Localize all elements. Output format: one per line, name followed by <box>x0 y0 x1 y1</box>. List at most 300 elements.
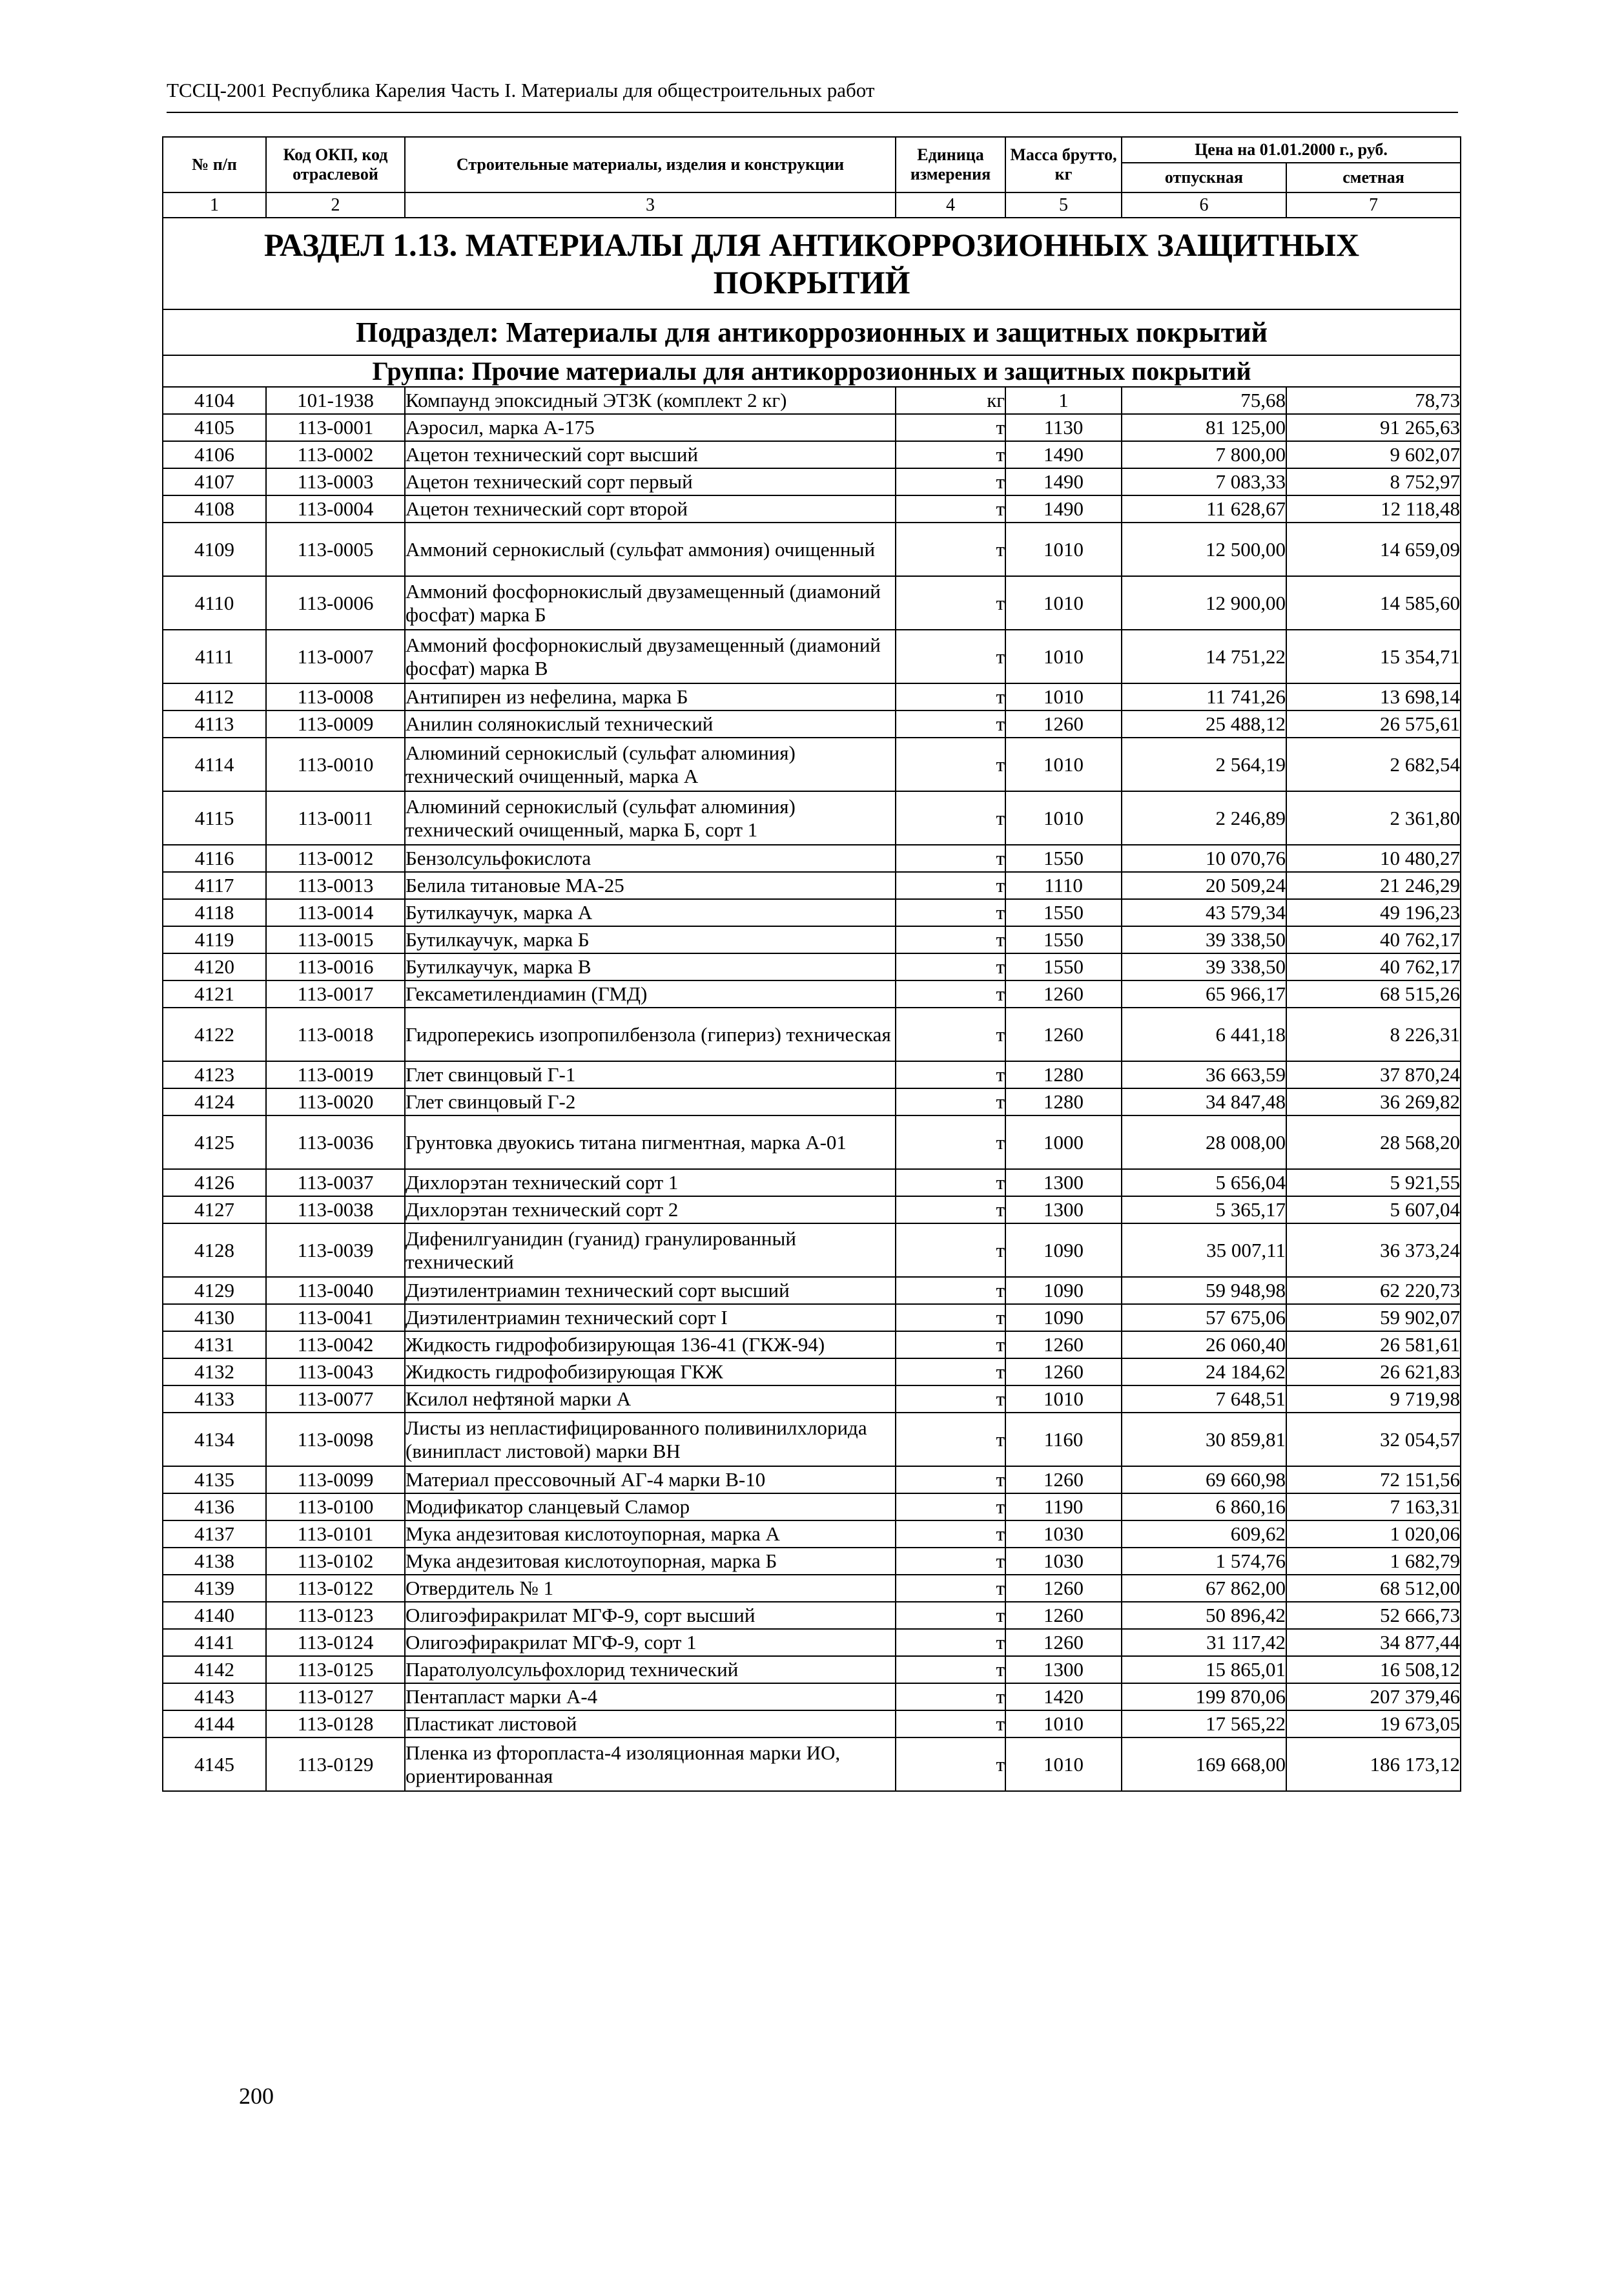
table-row <box>163 1602 1461 1629</box>
row-price-release: 169 668,00 <box>1122 1737 1286 1791</box>
table-row <box>163 1520 1461 1548</box>
row-price-estimate: 9 719,98 <box>1286 1385 1461 1413</box>
row-unit: т <box>896 1358 1005 1385</box>
row-price-release: 12 900,00 <box>1122 576 1286 630</box>
header-rule <box>167 112 1458 113</box>
table-row <box>163 387 1461 414</box>
row-mass: 1030 <box>1005 1548 1122 1575</box>
row-name: Аэросил, марка А-175 <box>405 414 896 441</box>
row-number: 4126 <box>163 1169 266 1196</box>
row-number: 4109 <box>163 523 266 576</box>
row-number: 4128 <box>163 1223 266 1277</box>
row-price-release: 1 574,76 <box>1122 1548 1286 1575</box>
row-code: 113-0043 <box>266 1358 405 1385</box>
row-name: Бутилкаучук, марка Б <box>405 926 896 953</box>
table-row <box>163 1683 1461 1710</box>
header-price-group: Цена на 01.01.2000 г., руб. <box>1122 137 1461 163</box>
table-row <box>163 1710 1461 1737</box>
row-name: Бензолсульфокислота <box>405 845 896 872</box>
table-row <box>163 791 1461 845</box>
row-code: 113-0101 <box>266 1520 405 1548</box>
row-unit: т <box>896 1331 1005 1358</box>
row-mass: 1010 <box>1005 630 1122 683</box>
row-mass: 1010 <box>1005 683 1122 710</box>
header-mass: Масса брутто, кг <box>1005 137 1122 192</box>
row-name: Жидкость гидрофобизирующая 136-41 (ГКЖ-94) <box>405 1331 896 1358</box>
column-number: 7 <box>1286 192 1461 218</box>
header-price-release: отпускная <box>1122 163 1286 192</box>
row-name: Ацетон технический сорт первый <box>405 468 896 495</box>
row-price-estimate: 36 373,24 <box>1286 1223 1461 1277</box>
table-row <box>163 1737 1461 1791</box>
row-name: Глет свинцовый Г-2 <box>405 1088 896 1115</box>
row-price-release: 2 564,19 <box>1122 738 1286 791</box>
table-row <box>163 1548 1461 1575</box>
row-name: Глет свинцовый Г-1 <box>405 1061 896 1088</box>
row-number: 4120 <box>163 953 266 980</box>
row-number: 4145 <box>163 1737 266 1791</box>
row-mass: 1300 <box>1005 1656 1122 1683</box>
row-price-release: 20 509,24 <box>1122 872 1286 899</box>
row-number: 4106 <box>163 441 266 468</box>
column-number: 3 <box>405 192 896 218</box>
row-mass: 1090 <box>1005 1304 1122 1331</box>
row-price-estimate: 2 361,80 <box>1286 791 1461 845</box>
row-name: Гексаметилендиамин (ГМД) <box>405 980 896 1008</box>
row-name: Листы из непластифицированного поливинилхлорида (винипласт листовой) марки ВН <box>405 1413 896 1466</box>
row-price-release: 67 862,00 <box>1122 1575 1286 1602</box>
row-mass: 1160 <box>1005 1413 1122 1466</box>
row-code: 113-0012 <box>266 845 405 872</box>
row-number: 4139 <box>163 1575 266 1602</box>
row-mass: 1280 <box>1005 1088 1122 1115</box>
row-unit: т <box>896 1196 1005 1223</box>
row-price-estimate: 37 870,24 <box>1286 1061 1461 1088</box>
row-mass: 1550 <box>1005 953 1122 980</box>
row-code: 113-0125 <box>266 1656 405 1683</box>
table-row <box>163 683 1461 710</box>
row-number: 4143 <box>163 1683 266 1710</box>
row-unit: т <box>896 1061 1005 1088</box>
row-price-estimate: 49 196,23 <box>1286 899 1461 926</box>
row-price-release: 7 083,33 <box>1122 468 1286 495</box>
row-code: 113-0040 <box>266 1277 405 1304</box>
table-row <box>163 1061 1461 1088</box>
header-unit: Единица измерения <box>896 137 1005 192</box>
row-price-estimate: 9 602,07 <box>1286 441 1461 468</box>
table-row <box>163 1277 1461 1304</box>
row-price-release: 34 847,48 <box>1122 1088 1286 1115</box>
row-price-release: 26 060,40 <box>1122 1331 1286 1358</box>
row-mass: 1490 <box>1005 441 1122 468</box>
row-unit: т <box>896 1115 1005 1169</box>
row-mass: 1300 <box>1005 1196 1122 1223</box>
row-unit: т <box>896 1493 1005 1520</box>
row-mass: 1260 <box>1005 1331 1122 1358</box>
row-mass: 1 <box>1005 387 1122 414</box>
row-unit: т <box>896 1277 1005 1304</box>
row-code: 113-0020 <box>266 1088 405 1115</box>
row-price-estimate: 1 682,79 <box>1286 1548 1461 1575</box>
table-row <box>163 899 1461 926</box>
row-unit: т <box>896 1548 1005 1575</box>
row-price-release: 81 125,00 <box>1122 414 1286 441</box>
row-price-estimate: 14 585,60 <box>1286 576 1461 630</box>
row-price-release: 11 741,26 <box>1122 683 1286 710</box>
page-number: 200 <box>239 2083 274 2109</box>
row-code: 113-0042 <box>266 1331 405 1358</box>
row-mass: 1260 <box>1005 980 1122 1008</box>
row-mass: 1260 <box>1005 1629 1122 1656</box>
row-name: Аммоний фосфорнокислый двузамещенный (диамоний фосфат) марка Б <box>405 576 896 630</box>
row-mass: 1260 <box>1005 1008 1122 1061</box>
row-code: 113-0006 <box>266 576 405 630</box>
row-number: 4119 <box>163 926 266 953</box>
row-number: 4125 <box>163 1115 266 1169</box>
row-code: 113-0122 <box>266 1575 405 1602</box>
row-mass: 1130 <box>1005 414 1122 441</box>
row-name: Олигоэфиракрилат МГФ-9, сорт высший <box>405 1602 896 1629</box>
row-price-estimate: 78,73 <box>1286 387 1461 414</box>
row-name: Диэтилентриамин технический сорт высший <box>405 1277 896 1304</box>
row-price-estimate: 207 379,46 <box>1286 1683 1461 1710</box>
row-price-estimate: 68 515,26 <box>1286 980 1461 1008</box>
row-name: Алюминий сернокислый (сульфат алюминия) технический очищенный, марка Б, сорт 1 <box>405 791 896 845</box>
table-row <box>163 523 1461 576</box>
table-row <box>163 953 1461 980</box>
row-name: Грунтовка двуокись титана пигментная, марка А-01 <box>405 1115 896 1169</box>
row-code: 113-0015 <box>266 926 405 953</box>
row-name: Дихлорэтан технический сорт 1 <box>405 1169 896 1196</box>
row-number: 4134 <box>163 1413 266 1466</box>
row-code: 113-0014 <box>266 899 405 926</box>
row-mass: 1550 <box>1005 926 1122 953</box>
table-body <box>163 218 1461 1791</box>
row-code: 113-0038 <box>266 1196 405 1223</box>
row-number: 4130 <box>163 1304 266 1331</box>
header-price-estimate: сметная <box>1286 163 1461 192</box>
table-row <box>163 1196 1461 1223</box>
table-row <box>163 1223 1461 1277</box>
table-row <box>163 441 1461 468</box>
row-mass: 1110 <box>1005 872 1122 899</box>
table-row <box>163 468 1461 495</box>
row-price-estimate: 72 151,56 <box>1286 1466 1461 1493</box>
row-number: 4113 <box>163 710 266 738</box>
row-number: 4104 <box>163 387 266 414</box>
row-name: Бутилкаучук, марка А <box>405 899 896 926</box>
row-unit: т <box>896 1413 1005 1466</box>
column-number: 5 <box>1005 192 1122 218</box>
row-price-estimate: 91 265,63 <box>1286 414 1461 441</box>
row-unit: т <box>896 1575 1005 1602</box>
row-mass: 1550 <box>1005 899 1122 926</box>
row-price-estimate: 15 354,71 <box>1286 630 1461 683</box>
row-unit: т <box>896 872 1005 899</box>
row-unit: т <box>896 1656 1005 1683</box>
row-name: Анилин солянокислый технический <box>405 710 896 738</box>
header-num: № п/п <box>163 137 266 192</box>
row-number: 4116 <box>163 845 266 872</box>
row-name: Бутилкаучук, марка В <box>405 953 896 980</box>
row-unit: т <box>896 1304 1005 1331</box>
row-number: 4115 <box>163 791 266 845</box>
row-unit: т <box>896 791 1005 845</box>
column-number: 4 <box>896 192 1005 218</box>
row-price-release: 59 948,98 <box>1122 1277 1286 1304</box>
row-name: Пленка из фторопласта-4 изоляционная марки ИО, ориентированная <box>405 1737 896 1791</box>
row-number: 4144 <box>163 1710 266 1737</box>
row-price-estimate: 186 173,12 <box>1286 1737 1461 1791</box>
row-mass: 1190 <box>1005 1493 1122 1520</box>
row-price-estimate: 59 902,07 <box>1286 1304 1461 1331</box>
row-number: 4117 <box>163 872 266 899</box>
row-unit: кг <box>896 387 1005 414</box>
row-price-release: 36 663,59 <box>1122 1061 1286 1088</box>
row-price-estimate: 5 921,55 <box>1286 1169 1461 1196</box>
row-mass: 1000 <box>1005 1115 1122 1169</box>
row-name: Мука андезитовая кислотоупорная, марка Б <box>405 1548 896 1575</box>
table-row <box>163 1088 1461 1115</box>
row-unit: т <box>896 576 1005 630</box>
row-price-estimate: 40 762,17 <box>1286 926 1461 953</box>
row-code: 113-0003 <box>266 468 405 495</box>
row-price-release: 12 500,00 <box>1122 523 1286 576</box>
table-row <box>163 1331 1461 1358</box>
row-price-release: 65 966,17 <box>1122 980 1286 1008</box>
row-code: 113-0036 <box>266 1115 405 1169</box>
row-unit: т <box>896 845 1005 872</box>
row-name: Дихлорэтан технический сорт 2 <box>405 1196 896 1223</box>
row-number: 4127 <box>163 1196 266 1223</box>
table-row <box>163 1629 1461 1656</box>
subsection-title: Подраздел: Материалы для антикоррозионных и защитных покрытий <box>163 309 1461 355</box>
row-mass: 1260 <box>1005 1602 1122 1629</box>
row-price-release: 25 488,12 <box>1122 710 1286 738</box>
table-row <box>163 1169 1461 1196</box>
row-number: 4122 <box>163 1008 266 1061</box>
row-name: Пентапласт марки А-4 <box>405 1683 896 1710</box>
row-unit: т <box>896 1520 1005 1548</box>
row-mass: 1010 <box>1005 791 1122 845</box>
row-number: 4108 <box>163 495 266 523</box>
row-mass: 1260 <box>1005 1358 1122 1385</box>
row-price-release: 7 648,51 <box>1122 1385 1286 1413</box>
row-code: 113-0098 <box>266 1413 405 1466</box>
row-code: 113-0016 <box>266 953 405 980</box>
table-row <box>163 872 1461 899</box>
row-price-release: 35 007,11 <box>1122 1223 1286 1277</box>
row-unit: т <box>896 1602 1005 1629</box>
row-code: 113-0102 <box>266 1548 405 1575</box>
row-price-estimate: 21 246,29 <box>1286 872 1461 899</box>
row-code: 113-0019 <box>266 1061 405 1088</box>
row-code: 113-0010 <box>266 738 405 791</box>
row-unit: т <box>896 926 1005 953</box>
row-number: 4129 <box>163 1277 266 1304</box>
row-mass: 1090 <box>1005 1223 1122 1277</box>
row-mass: 1010 <box>1005 738 1122 791</box>
row-price-release: 6 860,16 <box>1122 1493 1286 1520</box>
row-unit: т <box>896 441 1005 468</box>
row-unit: т <box>896 495 1005 523</box>
row-price-release: 6 441,18 <box>1122 1008 1286 1061</box>
row-number: 4123 <box>163 1061 266 1088</box>
row-name: Компаунд эпоксидный ЭТЗК (комплект 2 кг) <box>405 387 896 414</box>
row-name: Паратолуолсульфохлорид технический <box>405 1656 896 1683</box>
column-number: 6 <box>1122 192 1286 218</box>
row-unit: т <box>896 738 1005 791</box>
table-row <box>163 1493 1461 1520</box>
row-price-estimate: 10 480,27 <box>1286 845 1461 872</box>
row-code: 113-0017 <box>266 980 405 1008</box>
table-row <box>163 1008 1461 1061</box>
row-price-estimate: 7 163,31 <box>1286 1493 1461 1520</box>
row-unit: т <box>896 980 1005 1008</box>
row-number: 4107 <box>163 468 266 495</box>
row-price-estimate: 26 621,83 <box>1286 1358 1461 1385</box>
table-row <box>163 1575 1461 1602</box>
table-row <box>163 1385 1461 1413</box>
row-name: Материал прессовочный АГ-4 марки В-10 <box>405 1466 896 1493</box>
running-header: ТССЦ-2001 Республика Карелия Часть I. Материалы для общестроительных работ <box>167 79 875 101</box>
row-mass: 1280 <box>1005 1061 1122 1088</box>
row-name: Ксилол нефтяной марки А <box>405 1385 896 1413</box>
row-name: Гидроперекись изопропилбензола (гипериз) техническая <box>405 1008 896 1061</box>
row-number: 4138 <box>163 1548 266 1575</box>
row-mass: 1260 <box>1005 710 1122 738</box>
row-code: 113-0007 <box>266 630 405 683</box>
table-row <box>163 980 1461 1008</box>
price-table <box>162 136 1461 1792</box>
row-mass: 1030 <box>1005 1520 1122 1548</box>
row-price-estimate: 8 752,97 <box>1286 468 1461 495</box>
row-number: 4137 <box>163 1520 266 1548</box>
row-unit: т <box>896 683 1005 710</box>
row-price-estimate: 12 118,48 <box>1286 495 1461 523</box>
row-mass: 1300 <box>1005 1169 1122 1196</box>
row-mass: 1550 <box>1005 845 1122 872</box>
row-code: 113-0005 <box>266 523 405 576</box>
row-mass: 1010 <box>1005 523 1122 576</box>
row-unit: т <box>896 710 1005 738</box>
row-mass: 1090 <box>1005 1277 1122 1304</box>
row-mass: 1010 <box>1005 1385 1122 1413</box>
row-number: 4105 <box>163 414 266 441</box>
row-code: 113-0013 <box>266 872 405 899</box>
row-price-release: 43 579,34 <box>1122 899 1286 926</box>
row-code: 113-0099 <box>266 1466 405 1493</box>
row-number: 4135 <box>163 1466 266 1493</box>
header-code: Код ОКП, код отраслевой <box>266 137 405 192</box>
table-row <box>163 926 1461 953</box>
row-name: Мука андезитовая кислотоупорная, марка А <box>405 1520 896 1548</box>
row-price-release: 15 865,01 <box>1122 1656 1286 1683</box>
row-name: Ацетон технический сорт высший <box>405 441 896 468</box>
row-mass: 1420 <box>1005 1683 1122 1710</box>
row-code: 113-0001 <box>266 414 405 441</box>
row-code: 113-0128 <box>266 1710 405 1737</box>
row-number: 4133 <box>163 1385 266 1413</box>
table-row <box>163 630 1461 683</box>
row-name: Алюминий сернокислый (сульфат алюминия) технический очищенный, марка А <box>405 738 896 791</box>
row-price-estimate: 34 877,44 <box>1286 1629 1461 1656</box>
row-unit: т <box>896 899 1005 926</box>
row-unit: т <box>896 1710 1005 1737</box>
group-title: Группа: Прочие материалы для антикоррозионных и защитных покрытий <box>163 355 1461 387</box>
row-unit: т <box>896 1683 1005 1710</box>
row-code: 113-0008 <box>266 683 405 710</box>
row-unit: т <box>896 523 1005 576</box>
row-price-estimate: 28 568,20 <box>1286 1115 1461 1169</box>
table-row <box>163 738 1461 791</box>
row-mass: 1010 <box>1005 1710 1122 1737</box>
row-name: Пластикат листовой <box>405 1710 896 1737</box>
column-number: 2 <box>266 192 405 218</box>
table-header <box>163 137 1461 218</box>
row-price-estimate: 36 269,82 <box>1286 1088 1461 1115</box>
table-row <box>163 414 1461 441</box>
row-unit: т <box>896 1088 1005 1115</box>
row-price-release: 57 675,06 <box>1122 1304 1286 1331</box>
row-price-estimate: 26 581,61 <box>1286 1331 1461 1358</box>
row-price-release: 50 896,42 <box>1122 1602 1286 1629</box>
row-mass: 1490 <box>1005 495 1122 523</box>
row-price-release: 24 184,62 <box>1122 1358 1286 1385</box>
row-unit: т <box>896 1169 1005 1196</box>
row-code: 113-0002 <box>266 441 405 468</box>
row-price-estimate: 32 054,57 <box>1286 1413 1461 1466</box>
row-name: Аммоний фосфорнокислый двузамещенный (диамоний фосфат) марка В <box>405 630 896 683</box>
row-code: 113-0041 <box>266 1304 405 1331</box>
row-price-estimate: 16 508,12 <box>1286 1656 1461 1683</box>
row-number: 4110 <box>163 576 266 630</box>
row-mass: 1010 <box>1005 576 1122 630</box>
row-number: 4142 <box>163 1656 266 1683</box>
row-name: Антипирен из нефелина, марка Б <box>405 683 896 710</box>
row-price-release: 2 246,89 <box>1122 791 1286 845</box>
row-price-release: 30 859,81 <box>1122 1413 1286 1466</box>
row-unit: т <box>896 414 1005 441</box>
row-price-release: 69 660,98 <box>1122 1466 1286 1493</box>
row-price-release: 14 751,22 <box>1122 630 1286 683</box>
row-number: 4118 <box>163 899 266 926</box>
table-row <box>163 1656 1461 1683</box>
row-price-estimate: 2 682,54 <box>1286 738 1461 791</box>
row-name: Ацетон технический сорт второй <box>405 495 896 523</box>
row-number: 4111 <box>163 630 266 683</box>
row-code: 113-0037 <box>266 1169 405 1196</box>
row-price-release: 5 656,04 <box>1122 1169 1286 1196</box>
row-unit: т <box>896 630 1005 683</box>
row-price-estimate: 52 666,73 <box>1286 1602 1461 1629</box>
row-price-release: 17 565,22 <box>1122 1710 1286 1737</box>
row-name: Аммоний сернокислый (сульфат аммония) очищенный <box>405 523 896 576</box>
row-price-estimate: 14 659,09 <box>1286 523 1461 576</box>
row-unit: т <box>896 1223 1005 1277</box>
row-unit: т <box>896 1466 1005 1493</box>
section-title: РАЗДЕЛ 1.13. МАТЕРИАЛЫ ДЛЯ АНТИКОРРОЗИОННЫХ ЗАЩИТНЫХ ПОКРЫТИЙ <box>163 218 1461 309</box>
row-price-estimate: 13 698,14 <box>1286 683 1461 710</box>
row-price-release: 11 628,67 <box>1122 495 1286 523</box>
row-price-release: 7 800,00 <box>1122 441 1286 468</box>
row-price-release: 28 008,00 <box>1122 1115 1286 1169</box>
row-mass: 1490 <box>1005 468 1122 495</box>
row-unit: т <box>896 953 1005 980</box>
row-code: 113-0004 <box>266 495 405 523</box>
row-code: 113-0127 <box>266 1683 405 1710</box>
column-number: 1 <box>163 192 266 218</box>
